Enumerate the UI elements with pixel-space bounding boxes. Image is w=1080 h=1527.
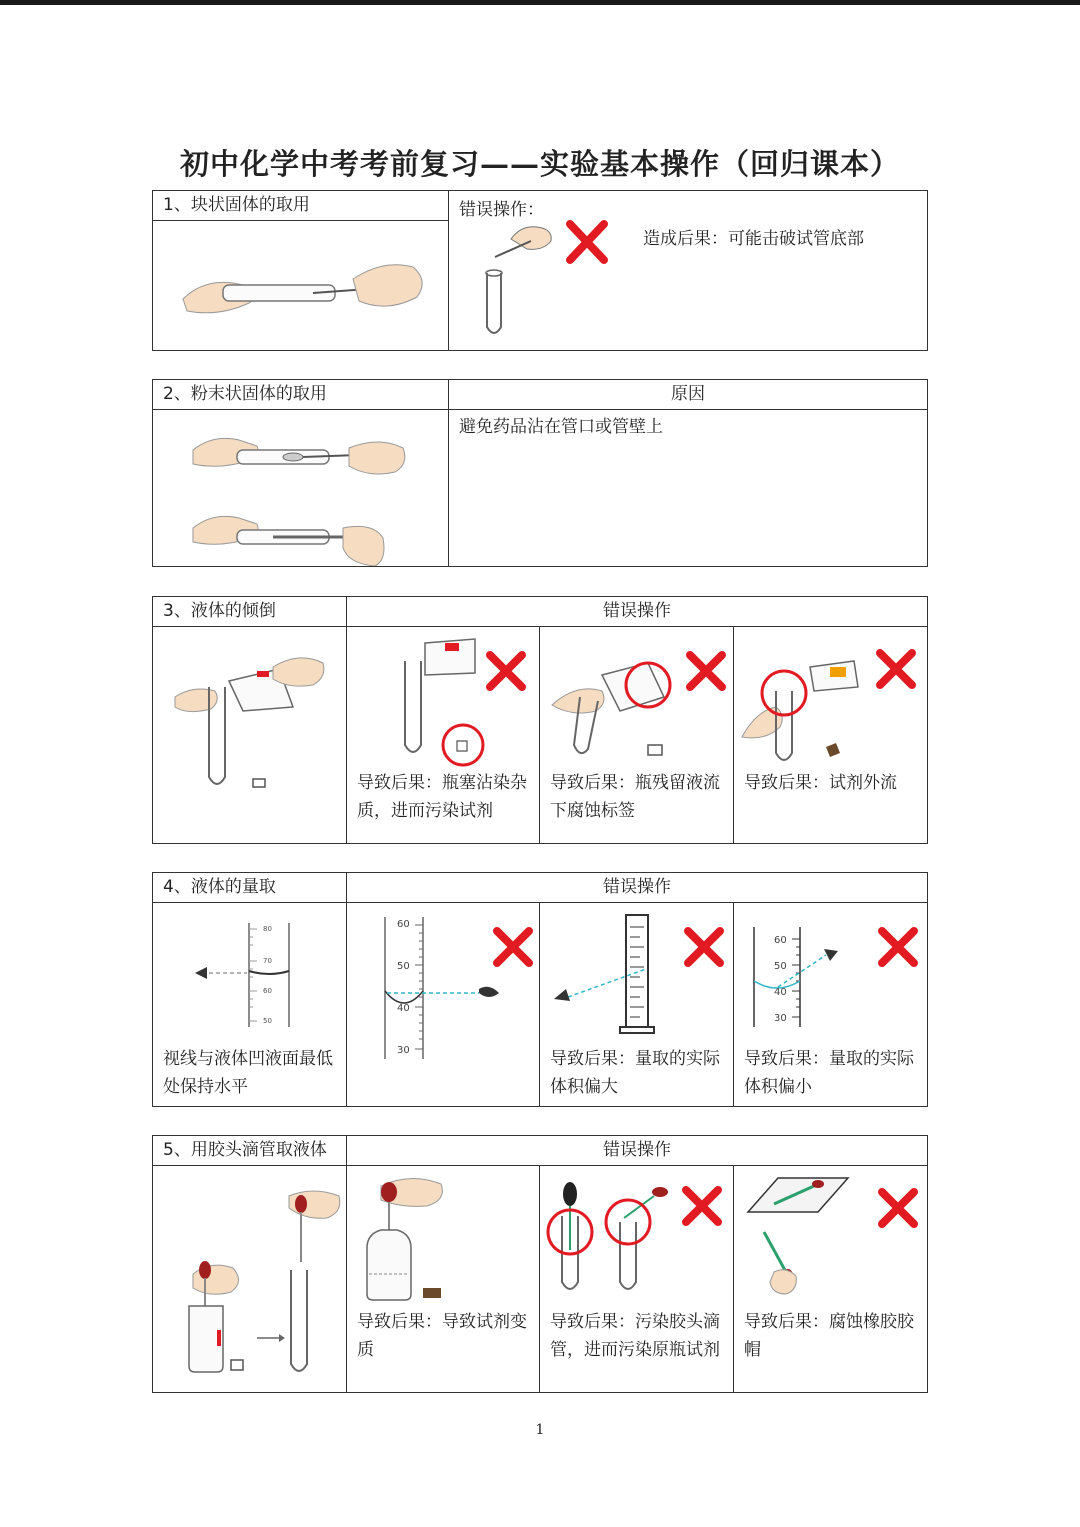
wrong-x-icon xyxy=(497,931,529,963)
graduated-cylinder-icon xyxy=(385,917,423,1059)
dropper-bulb-icon xyxy=(381,1182,397,1202)
section-5-wrong-1 xyxy=(347,1166,539,1392)
eye-icon xyxy=(554,989,570,1001)
hand-icon xyxy=(273,658,324,686)
dropper-bulb-icon xyxy=(563,1182,577,1206)
wrong-x-icon xyxy=(882,931,914,963)
wrong-x-icon xyxy=(490,655,522,687)
eye-icon xyxy=(824,949,838,961)
wrong-x-icon xyxy=(882,1192,914,1224)
reason-text: 避免药品沾在管口或管壁上 xyxy=(459,417,663,437)
section-5-wrong-2 xyxy=(540,1166,733,1392)
section-2-header: 2、粉末状固体的取用 xyxy=(153,380,449,410)
section-5-caption-3: 导致后果：腐蚀橡胶胶帽 xyxy=(744,1312,914,1360)
section-5-caption-2: 导致后果：污染胶头滴管，进而污染原瓶试剂 xyxy=(550,1312,720,1360)
wrong-x-icon xyxy=(880,653,912,685)
section-4-wrong-3 xyxy=(734,903,927,1106)
reason-header: 原因 xyxy=(449,380,928,410)
section-3-caption-3: 导致后果：试剂外流 xyxy=(744,773,897,793)
section-4-wrong-2 xyxy=(540,903,733,1106)
section-3-header: 3、液体的倾倒 xyxy=(153,597,347,627)
section-4-correct-caption: 视线与液体凹液面最低处保持水平 xyxy=(163,1049,333,1097)
tick-label: 70 xyxy=(263,957,272,965)
tick-label: 50 xyxy=(263,1017,272,1025)
graduated-cylinder-icon xyxy=(620,915,654,1033)
section-4-caption-1: 导致后果：量取的实际体积偏大 xyxy=(550,1049,720,1097)
tick-label: 30 xyxy=(397,1045,410,1056)
test-tube-icon xyxy=(291,1270,307,1371)
section-5-table xyxy=(152,1135,928,1393)
section-4-table xyxy=(152,872,928,1107)
section-3-caption-1: 导致后果：瓶塞沾染杂质，进而污染试剂 xyxy=(357,773,527,821)
section-4-wrong-1 xyxy=(347,903,539,1106)
wrong-x-icon xyxy=(688,931,720,963)
tick-label: 80 xyxy=(263,925,272,933)
tick-label: 60 xyxy=(774,935,787,946)
section-4-wrong-header: 错误操作 xyxy=(347,873,928,903)
tick-label: 40 xyxy=(774,987,787,998)
stopper-icon xyxy=(423,1288,441,1298)
stopper-icon xyxy=(231,1360,243,1370)
tick-label: 60 xyxy=(397,919,410,930)
dropper-bulb-icon xyxy=(812,1180,824,1188)
highlight-circle-icon xyxy=(443,725,483,765)
powder-spoon-step-icon xyxy=(193,438,405,474)
stopper-icon xyxy=(457,741,467,751)
eye-icon xyxy=(195,967,207,979)
hand-icon xyxy=(770,1270,796,1294)
right-hand-icon xyxy=(353,265,422,306)
section-2-illustration xyxy=(153,410,448,566)
wrong-x-icon xyxy=(686,1190,718,1222)
section-3-wrong-header: 错误操作 xyxy=(347,597,928,627)
section-4-correct xyxy=(153,903,346,1106)
section-3-wrong-3 xyxy=(734,627,927,843)
consequence-text: 造成后果：可能击破试管底部 xyxy=(643,229,864,249)
wrong-x-icon xyxy=(690,655,722,687)
section-4-caption-2: 导致后果：量取的实际体积偏小 xyxy=(744,1049,914,1097)
test-tube-icon xyxy=(487,273,501,333)
paper-trough-step-icon xyxy=(193,516,384,566)
stopper-icon xyxy=(826,743,840,757)
dropper-bulb-icon xyxy=(652,1187,668,1197)
highlight-circle-icon xyxy=(762,671,806,715)
dropper-bulb-icon xyxy=(199,1261,211,1279)
wrong-x-icon xyxy=(570,224,604,260)
tick-label: 60 xyxy=(263,987,272,995)
test-tube-icon xyxy=(405,661,421,752)
section-1-correct-illustration xyxy=(153,221,448,350)
section-3-wrong-2 xyxy=(540,627,733,843)
section-5-wrong-header: 错误操作 xyxy=(347,1136,928,1166)
section-5-header: 5、用胶头滴管取液体 xyxy=(153,1136,347,1166)
top-border xyxy=(0,0,1080,5)
tick-label: 40 xyxy=(397,1003,410,1014)
wrong-operation-label: 错误操作： xyxy=(459,200,544,220)
highlight-circle-icon xyxy=(606,1200,650,1244)
hand-icon xyxy=(175,689,217,712)
tick-label: 30 xyxy=(774,1013,787,1024)
section-1-table xyxy=(152,190,928,351)
section-1-header: 1、块状固体的取用 xyxy=(153,191,449,221)
section-3-wrong-1 xyxy=(347,627,539,843)
section-5-caption-1: 导致后果：导致试剂变质 xyxy=(357,1312,527,1360)
hand-icon xyxy=(511,227,551,250)
tick-label: 50 xyxy=(774,961,787,972)
section-1-wrong-illustration xyxy=(449,191,928,350)
graduated-cylinder-icon xyxy=(249,923,289,1027)
section-3-correct-illustration xyxy=(153,627,346,843)
reagent-bottle-icon xyxy=(367,1230,411,1300)
section-4-header: 4、液体的量取 xyxy=(153,873,347,903)
section-5-wrong-3 xyxy=(734,1166,927,1392)
stopper-icon xyxy=(253,779,265,787)
section-1-wrong-cell xyxy=(449,191,927,350)
dropper-bulb-icon xyxy=(295,1195,307,1213)
page-number: 1 xyxy=(535,1422,545,1438)
section-3-caption-2: 导致后果：瓶残留液流下腐蚀标签 xyxy=(550,773,720,821)
table-surface-icon xyxy=(748,1178,848,1212)
eye-icon xyxy=(479,987,499,997)
test-tube-icon xyxy=(620,1222,636,1289)
tick-label: 50 xyxy=(397,961,410,972)
page-title: 初中化学中考考前复习——实验基本操作（回归课本） xyxy=(179,147,900,181)
section-3-table xyxy=(152,596,928,844)
stopper-icon xyxy=(648,745,662,755)
section-5-correct-illustration xyxy=(153,1166,346,1392)
section-2-table xyxy=(152,379,928,567)
